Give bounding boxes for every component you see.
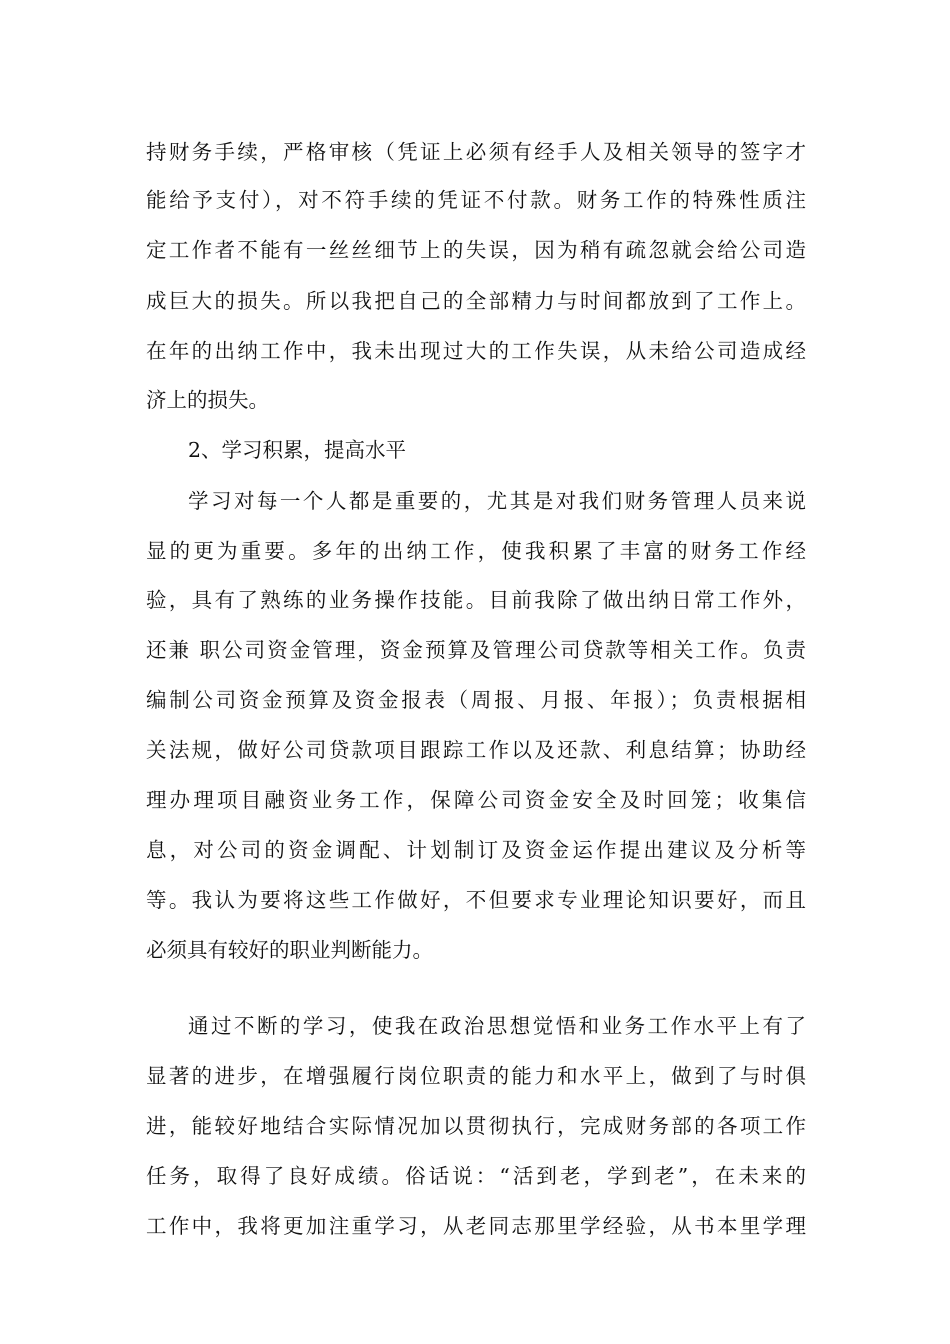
text-line: 等。我认为要将这些工作做好，不但要求专业理论知识要好，而且 xyxy=(146,888,806,912)
paragraph-first-line: 学习对每一个人都是重要的，尤其是对我们财务管理人员来说 xyxy=(188,489,806,513)
text-line: 定工作者不能有一丝丝细节上的失误，因为稍有疏忽就会给公司造 xyxy=(146,238,806,262)
text-line: 还兼 职公司资金管理，资金预算及管理公司贷款等相关工作。负责 xyxy=(146,638,806,662)
text-line: 能给予支付），对不符手续的凭证不付款。财务工作的特殊性质注 xyxy=(146,188,806,212)
text-line: 成巨大的损失。所以我把自己的全部精力与时间都放到了工作上。 xyxy=(146,289,806,313)
paragraph-first-line: 通过不断的学习，使我在政治思想觉悟和业务工作水平上有了 xyxy=(188,1014,806,1038)
text-line: 进，能较好地结合实际情况加以贯彻执行，完成财务部的各项工作 xyxy=(146,1114,806,1138)
text-line: 息，对公司的资金调配、计划制订及资金运作提出建议及分析等 xyxy=(146,838,806,862)
text-line: 在年的出纳工作中，我未出现过大的工作失误，从未给公司造成经 xyxy=(146,339,806,363)
text-line: 理办理项目融资业务工作，保障公司资金安全及时回笼；收集信 xyxy=(146,788,806,812)
text-line: 显的更为重要。多年的出纳工作，使我积累了丰富的财务工作经 xyxy=(146,539,806,563)
text-line: 持财务手续，严格审核（凭证上必须有经手人及相关领导的签字才 xyxy=(146,140,806,164)
section-heading: 2、学习积累，提高水平 xyxy=(188,438,407,462)
text-line: 关法规，做好公司贷款项目跟踪工作以及还款、利息结算；协助经 xyxy=(146,738,806,762)
text-line: 济上的损失。 xyxy=(146,388,269,412)
text-line: 编制公司资金预算及资金报表（周报、月报、年报）；负责根据相 xyxy=(146,688,806,712)
text-line: 工作中，我将更加注重学习，从老同志那里学经验，从书本里学理 xyxy=(146,1214,806,1238)
text-line: 验，具有了熟练的业务操作技能。目前我除了做出纳日常工作外， xyxy=(146,588,806,612)
text-line: 必须具有较好的职业判断能力。 xyxy=(146,938,433,962)
text-line: 显著的进步，在增强履行岗位职责的能力和水平上，做到了与时俱 xyxy=(146,1064,806,1088)
text-line: 任务，取得了良好成绩。俗话说：“活到老，学到老”，在未来的 xyxy=(146,1164,806,1188)
